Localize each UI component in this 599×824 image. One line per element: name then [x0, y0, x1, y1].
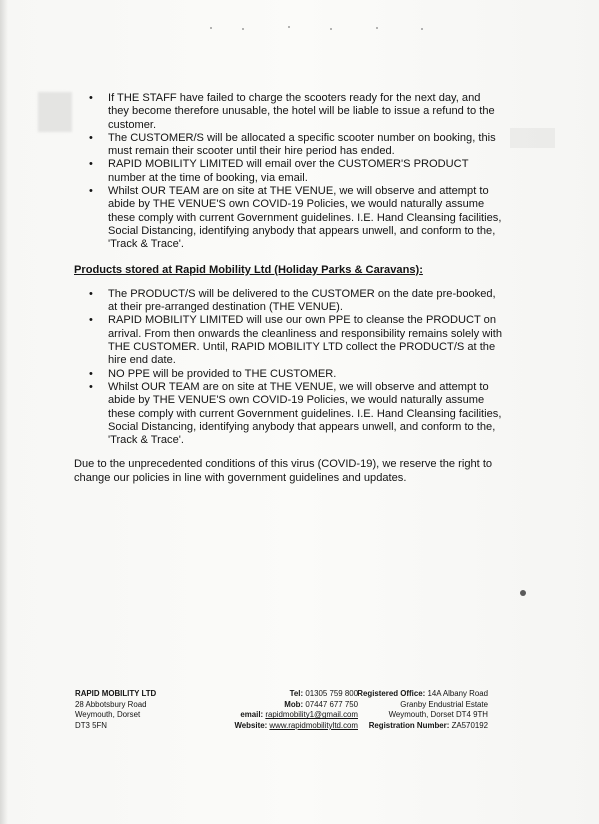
tel-label: Tel:	[289, 689, 304, 698]
registered-office-block	[348, 689, 488, 731]
website-label: Website:	[234, 720, 268, 730]
mob-value: 07447 677 750	[305, 699, 358, 709]
registration-label: Registration Number:	[368, 720, 450, 730]
email-link[interactable]: rapidmobility1@gmail.com	[265, 710, 358, 720]
registered-office-row	[348, 689, 488, 700]
list-item: • The PRODUCT/S will be delivered to the CUSTOMER on the date pre-booked, at their pre-arranged destination (THE VENUE).	[108, 288, 504, 315]
intro-bullet-list	[74, 92, 504, 252]
registered-office-line: 14A Albany Road	[427, 689, 488, 698]
mob-row	[212, 700, 358, 711]
contact-block	[212, 689, 358, 731]
registered-office-label: Registered Office:	[357, 689, 426, 698]
address-line: 28 Abbotsbury Road	[75, 699, 147, 709]
mob-label: Mob:	[284, 699, 304, 709]
scan-specks	[200, 26, 450, 30]
company-address-block	[75, 689, 156, 731]
list-item: • RAPID MOBILITY LIMITED will email over the CUSTOMER'S PRODUCT number at the time of booking, via email.	[108, 158, 504, 185]
closing-paragraph: Due to the unprecedented conditions of this virus (COVID-19), we reserve the right to change our policies in line with government guidelines and updates.	[74, 458, 493, 484]
registration-row	[348, 721, 488, 732]
tel-value: 01305 759 800	[305, 689, 358, 698]
tel-row	[212, 689, 358, 700]
section-heading: Products stored at Rapid Mobility Ltd (Holiday Parks & Caravans):	[74, 263, 423, 276]
section-bullet-list	[74, 288, 504, 448]
email-row	[212, 710, 358, 721]
scan-smudge	[510, 128, 555, 148]
list-item: • RAPID MOBILITY LIMITED will use our own PPE to cleanse the PRODUCT on arrival. From then onwards the cleanliness and responsibility remains solely with THE CUSTOMER. Until, RAPID MOBILITY LTD collect the PRODUCT/S at the hire end date.	[108, 314, 504, 367]
website-row	[212, 721, 358, 732]
scan-edge-shadow	[0, 0, 8, 824]
letterhead-footer	[75, 689, 515, 741]
company-name: RAPID MOBILITY LTD	[75, 689, 157, 698]
address-line: Weymouth, Dorset	[75, 710, 141, 720]
registration-number: ZA570192	[451, 720, 488, 730]
list-item: • If THE STAFF have failed to charge the scooters ready for the next day, and they become therefore unusable, the hotel will be liable to issue a refund to the customer.	[108, 92, 504, 132]
address-line: DT3 5FN	[75, 720, 108, 730]
email-label: email:	[240, 710, 264, 720]
list-item: • NO PPE will be provided to THE CUSTOMER.	[108, 368, 504, 381]
website-link[interactable]: www.rapidmobilityltd.com	[269, 720, 358, 730]
list-item: • Whilst OUR TEAM are on site at THE VENUE, we will observe and attempt to abide by THE VENUE'S own COVID-19 Policies, we would naturally assume these comply with current Government guidelines. I.E. Hand Cleansing facilities, Social Distancing, identifying anybody that appears unwell, and conform to the, 'Track & Trace'.	[108, 381, 504, 447]
scan-smudge	[38, 92, 72, 132]
list-item: • Whilst OUR TEAM are on site at THE VENUE, we will observe and attempt to abide by THE VENUE'S own COVID-19 Policies, we would naturally assume these comply with current Government guidelines. I.E. Hand Cleansing facilities, Social Distancing, identifying anybody that appears unwell, and conform to the, 'Track & Trace'.	[108, 185, 504, 251]
document-body	[74, 92, 504, 485]
registered-office-line: Granby Endustrial Estate	[400, 699, 488, 709]
registered-office-line: Weymouth, Dorset DT4 9TH	[388, 710, 488, 720]
list-item: • The CUSTOMER/S will be allocated a specific scooter number on booking, this must remain their scooter until their hire period has ended.	[108, 132, 504, 159]
scan-mark	[520, 590, 526, 596]
